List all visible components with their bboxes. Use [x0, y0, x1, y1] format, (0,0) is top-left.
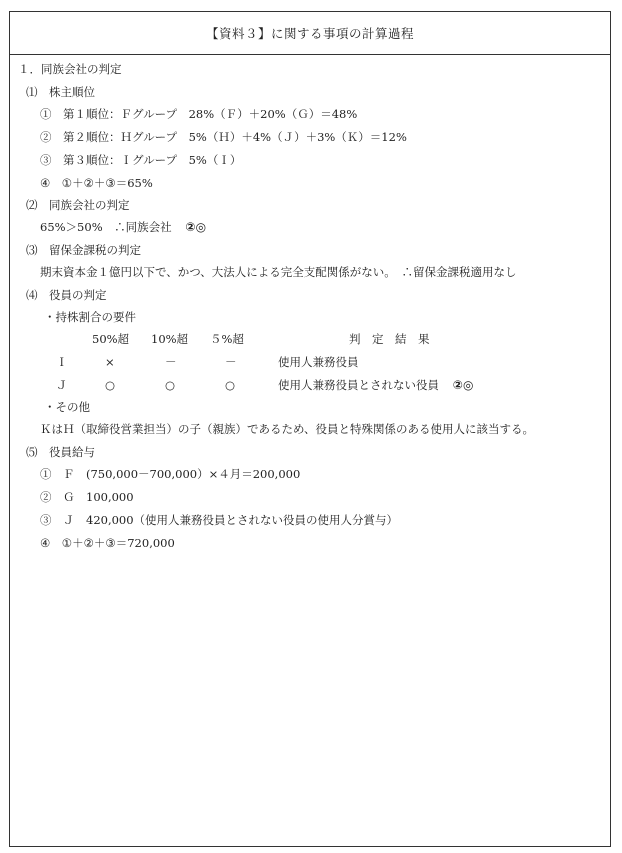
list-item: ② 第２順位：Ｈグループ 5%（Ｈ）＋4%（Ｊ）＋3%（Ｋ）＝12% — [40, 130, 407, 144]
other-text: ＫはＨ（取締役営業担当）の子（親族）であるため、役員と特殊関係のある使用人に該当する。 — [40, 422, 535, 436]
table-header-50: 50%超 — [92, 332, 130, 346]
title-bar — [10, 12, 610, 55]
list-item: ④ ①＋②＋③＝720,000 — [40, 536, 175, 550]
list-item: ② Ｇ 100,000 — [40, 490, 134, 504]
table-cell: ○ — [165, 378, 176, 392]
document-page — [9, 11, 611, 847]
list-item: ① Ｆ (750,000－700,000）×４月＝200,000 — [40, 467, 301, 481]
family-company-judgement — [40, 220, 206, 234]
table-header-10: 10%超 — [151, 332, 189, 346]
section-heading: １．同族会社の判定 — [18, 62, 122, 76]
table-cell: － — [165, 355, 177, 369]
list-item: ③ 第３順位：Ｉグループ 5%（Ｉ） — [40, 153, 242, 167]
table-header-result: 判 定 結 果 — [349, 332, 430, 346]
sub-heading-shareholder-rank: ⑴ 株主順位 — [26, 85, 95, 99]
judgement-text: 65%＞50% ∴同族会社 — [40, 220, 172, 234]
score-mark: ②◎ — [452, 378, 474, 392]
score-mark: ②◎ — [185, 220, 207, 234]
other-heading: ・その他 — [44, 400, 90, 414]
sub-heading-officer: ⑷ 役員の判定 — [26, 288, 107, 302]
table-row-name: Ｊ — [56, 378, 68, 392]
sub-heading-retained-tax: ⑶ 留保金課税の判定 — [26, 243, 141, 257]
table-result: 使用人兼務役員 — [278, 355, 359, 369]
list-item: ④ ①＋②＋③＝65% — [40, 176, 153, 190]
table-header-5: ５%超 — [210, 332, 244, 346]
table-row-name: Ｉ — [56, 355, 68, 369]
page-title: 【資料３】に関する事項の計算過程 — [205, 26, 414, 41]
sub-heading-officer-salary: ⑸ 役員給与 — [26, 445, 95, 459]
table-cell: × — [105, 355, 115, 369]
list-item: ③ Ｊ 420,000（使用人兼務役員とされない役員の使用人分賞与） — [40, 513, 399, 527]
retained-tax-judgement: 期末資本金１億円以下で、かつ、大法人による完全支配関係がない。 ∴留保金課税適用なし — [40, 265, 517, 279]
sub-heading-family-company: ⑵ 同族会社の判定 — [26, 198, 130, 212]
table-result — [278, 378, 473, 392]
table-cell: － — [225, 355, 237, 369]
list-item: ① 第１順位：Ｆグループ 28%（Ｆ）＋20%（Ｇ）＝48% — [40, 107, 358, 121]
table-cell: ○ — [225, 378, 236, 392]
shareholding-heading: ・持株割合の要件 — [44, 310, 136, 324]
table-cell: ○ — [105, 378, 116, 392]
result-text: 使用人兼務役員とされない役員 — [278, 378, 439, 392]
